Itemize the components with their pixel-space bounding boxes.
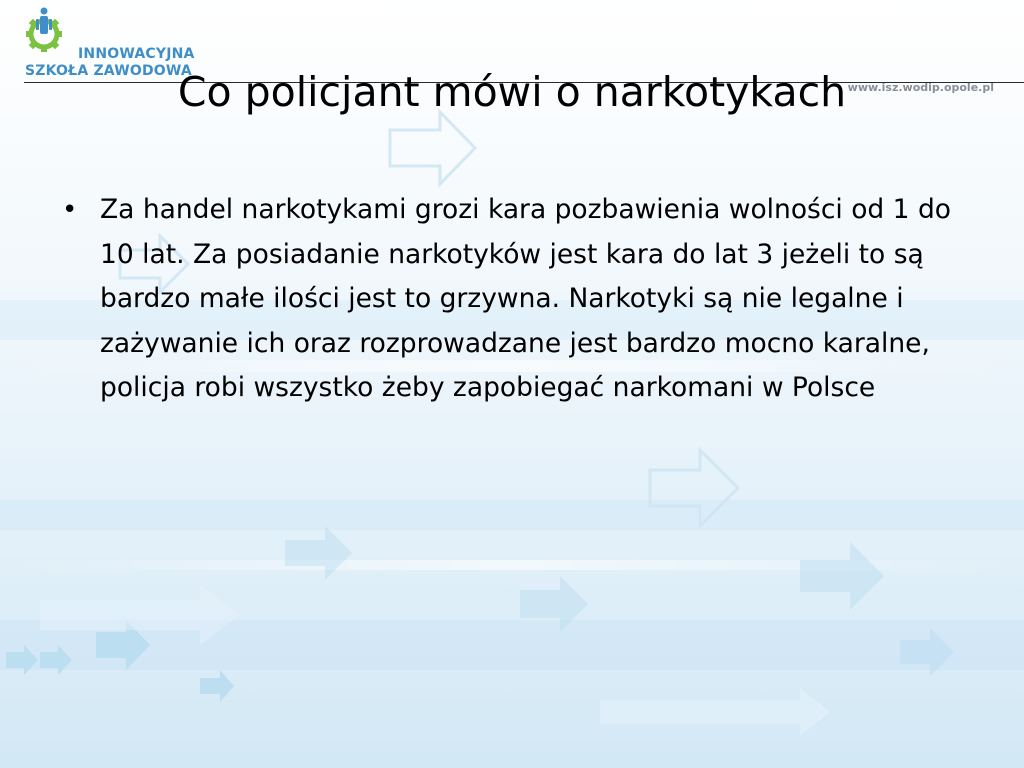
slide-content xyxy=(56,188,956,411)
bullet-marker: • xyxy=(62,195,78,225)
bullet-text: Za handel narkotykami grozi kara pozbawienia wolności od 1 do 10 lat. Za posiadanie narkotyków jest kara do lat 3 jeżeli to są bardzo małe ilości jest to grzywna. Narkotyki są nie legalne i zażywanie ich oraz rozprowadzane jest bardzo mocno karalne, policja robi wszystko żeby zapobiegać narkomani w Polsce xyxy=(100,194,951,403)
logo-text-line1: INNOWACYJNA xyxy=(78,46,195,62)
bullet-list xyxy=(56,188,956,411)
slide-title: Co policjant mówi o narkotykach xyxy=(177,68,847,116)
website-url: www.isz.wodip.opole.pl xyxy=(847,81,994,94)
people-cog-logo-icon xyxy=(24,6,74,58)
bullet-item xyxy=(56,188,956,411)
logo-text-line2: SZKOŁA ZAWODOWA xyxy=(25,63,192,79)
